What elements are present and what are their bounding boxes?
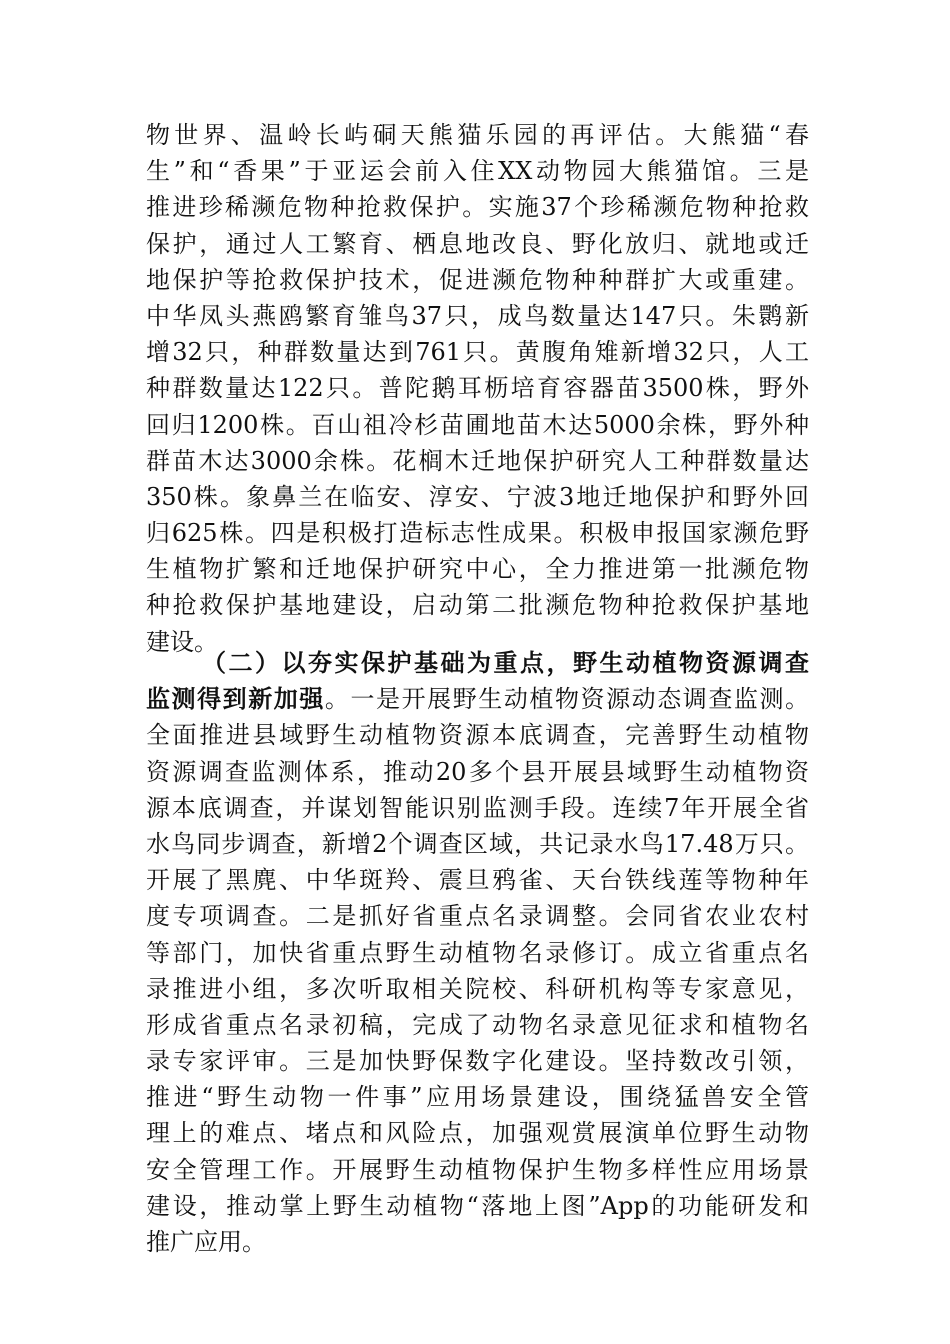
text-line: 安全管理工作。开展野生动植物保护生物多样性应用场景 <box>146 1155 809 1184</box>
text-line <box>146 681 809 717</box>
text-line: 全面推进县域野生动植物资源本底调查，完善野生动植物 <box>146 721 809 750</box>
text-line: 物世界、温岭长屿硐天熊猫乐园的再评估。大熊猫“春 <box>146 121 809 149</box>
text-line: 理上的难点、堵点和风险点，加强观赏展演单位野生动物 <box>146 1119 809 1148</box>
paragraph-species-rescue <box>146 117 809 660</box>
text-line: 建设。 <box>146 627 218 656</box>
text-line: 生植物扩繁和迁地保护研究中心，全力推进第一批濒危物 <box>146 555 809 584</box>
text-line: 建设，推动掌上野生动植物“落地上图”App的功能研发和 <box>146 1191 809 1220</box>
text-run: 。一是开展野生动植物资源动态调查监测。 <box>324 685 810 714</box>
paragraph-resource-survey <box>146 645 809 1260</box>
text-line: 回归1200株。百山祖冷杉苗圃地苗木达5000余株，野外种 <box>146 410 809 439</box>
text-line: 中华凤头燕鸥繁育雏鸟37只，成鸟数量达147只。朱鹮新 <box>146 301 809 330</box>
text-line: 归625株。四是积极打造标志性成果。积极申报国家濒危野 <box>146 519 809 548</box>
section-heading-continued: 监测得到新加强 <box>146 684 325 714</box>
text-line: 生”和“香果”于亚运会前入住XX动物园大熊猫馆。三是 <box>146 157 809 186</box>
text-line: 形成省重点名录初稿，完成了动物名录意见征求和植物名 <box>146 1010 809 1039</box>
text-line: 推广应用。 <box>146 1228 266 1256</box>
text-line: 等部门，加快省重点野生动植物名录修订。成立省重点名 <box>146 938 809 967</box>
text-line: 推进“野生动物一件事”应用场景建设，围绕猛兽安全管 <box>146 1083 809 1112</box>
text-line: 录专家评审。三是加快野保数字化建设。坚持数改引领， <box>146 1047 809 1076</box>
text-line: 增32只，种群数量达到761只。黄腹角雉新增32只，人工 <box>146 338 809 367</box>
text-line: 推进珍稀濒危物种抢救保护。实施37个珍稀濒危物种抢救 <box>146 193 809 222</box>
text-line: 水鸟同步调查，新增2个调查区域，共记录水鸟17.48万只。 <box>146 829 809 858</box>
text-line: 350株。象鼻兰在临安、淳安、宁波3地迁地保护和野外回 <box>146 482 809 511</box>
text-line: 保护，通过人工繁育、栖息地改良、野化放归、就地或迁 <box>146 229 809 258</box>
text-line: 群苗木达3000余株。花榈木迁地保护研究人工种群数量达 <box>146 446 809 475</box>
text-line: 录推进小组，多次听取相关院校、科研机构等专家意见， <box>146 974 809 1003</box>
text-line: 开展了黑麂、中华斑羚、震旦鸦雀、天台铁线莲等物种年 <box>146 866 809 895</box>
text-line: 源本底调查，并谋划智能识别监测手段。连续7年开展全省 <box>146 793 809 822</box>
text-line: 地保护等抢救保护技术，促进濒危物种种群扩大或重建。 <box>146 265 809 294</box>
section-heading: （二）以夯实保护基础为重点，野生动植物资源调查 <box>202 648 809 677</box>
text-line: 资源调查监测体系，推动20多个县开展县域野生动植物资 <box>146 757 809 786</box>
text-line: 度专项调查。二是抓好省重点名录调整。会同省农业农村 <box>146 902 809 931</box>
text-line: 种抢救保护基地建设，启动第二批濒危物种抢救保护基地 <box>146 591 809 620</box>
text-line: 种群数量达122只。普陀鹅耳枥培育容器苗3500株，野外 <box>146 374 809 403</box>
